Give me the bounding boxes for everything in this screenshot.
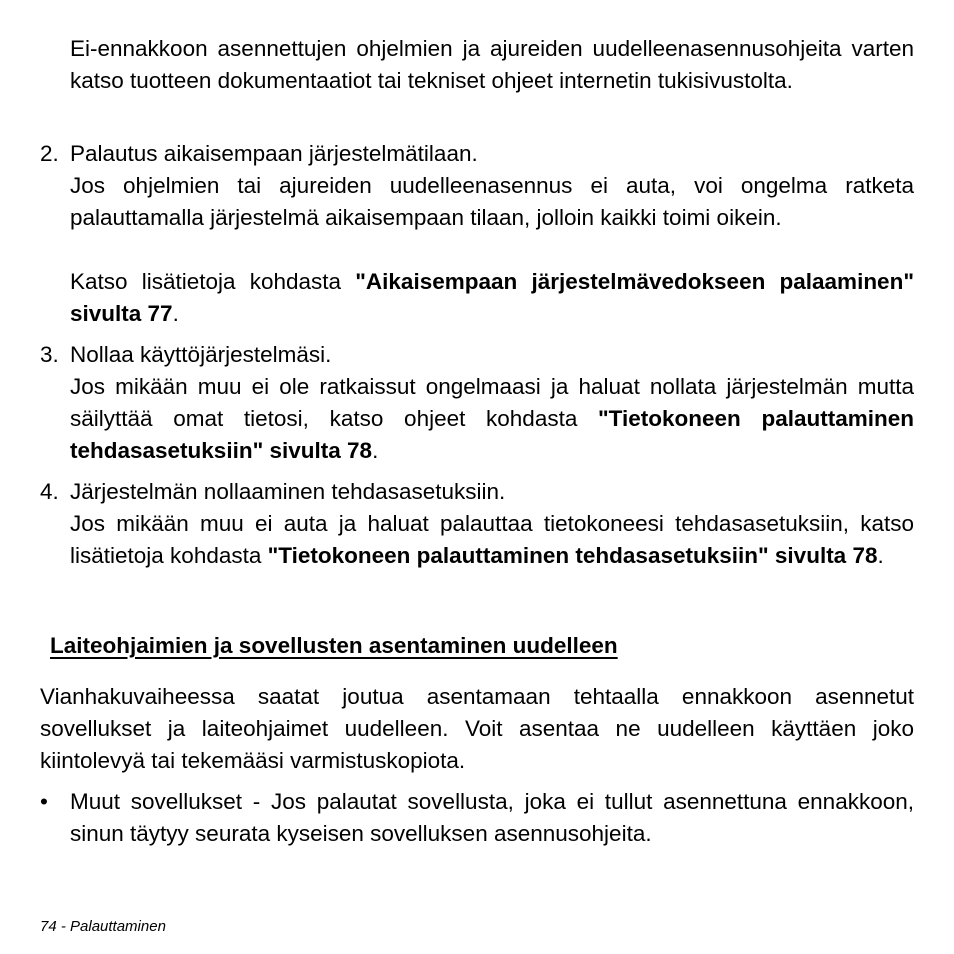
list-item-reference	[70, 266, 914, 330]
intro-paragraph: Ei-ennakkoon asennettujen ohjelmien ja ajureiden uudelleenasennusohjeita varten katso tuotteen dokumentaatiot tai tekniset ohjeet internetin tukisivustolta.	[70, 36, 914, 93]
section-heading: Laiteohjaimien ja sovellusten asentaminen uudelleen	[50, 633, 618, 658]
list-item-title: Palautus aikaisempaan järjestelmätilaan.	[70, 141, 478, 166]
reference-suffix: .	[372, 438, 379, 463]
bullet-symbol: •	[40, 789, 48, 814]
list-item-title: Nollaa käyttöjärjestelmäsi.	[70, 342, 332, 367]
page-footer: 74 - Palauttaminen	[40, 918, 166, 935]
reference-suffix: .	[877, 543, 884, 568]
reference-suffix: .	[172, 301, 179, 326]
body-text: Jos mikään muu ei ole ratkaissut ongelmaasi ja haluat nollata järjestelmän mutta säilyttää omat tietosi, katso ohjeet kohdasta	[70, 374, 914, 431]
body-text: Jos mikään muu ei auta ja haluat palauttaa tietokoneesi tehdasasetuksiin, katso lisätietoja kohdasta	[70, 511, 914, 568]
list-item-body	[70, 371, 914, 467]
reference-prefix: Katso lisätietoja kohdasta	[70, 269, 356, 294]
bullet-text: Muut sovellukset - Jos palautat sovellusta, joka ei tullut asennettuna ennakkoon, sinun täytyy seurata kyseisen sovelluksen asennusohjeita.	[70, 789, 914, 846]
reference-link[interactable]: "Tietokoneen palauttaminen tehdasasetuksiin" sivulta 78	[70, 406, 914, 463]
list-item-number: 4.	[40, 479, 59, 504]
reference-link[interactable]: "Tietokoneen palauttaminen tehdasasetuksiin" sivulta 78	[267, 543, 878, 568]
list-item-title: Järjestelmän nollaaminen tehdasasetuksiin.	[70, 479, 506, 504]
list-item-body	[70, 508, 914, 572]
list-item-body: Jos ohjelmien tai ajureiden uudelleenasennus ei auta, voi ongelma ratketa palauttamalla järjestelmä aikaisempaan tilaan, jolloin kaikki toimi oikein.	[70, 173, 914, 230]
reference-link[interactable]: "Aikaisempaan järjestelmävedokseen palaaminen" sivulta 77	[70, 269, 914, 326]
section-paragraph: Vianhakuvaiheessa saatat joutua asentamaan tehtaalla ennakkoon asennetut sovellukset ja laiteohjaimet uudelleen. Voit asentaa ne uudelleen käyttäen joko kiintolevyä tai tekemääsi varmistuskopiota.	[40, 684, 914, 773]
list-item-number: 3.	[40, 342, 59, 367]
list-item-number: 2.	[40, 141, 59, 166]
